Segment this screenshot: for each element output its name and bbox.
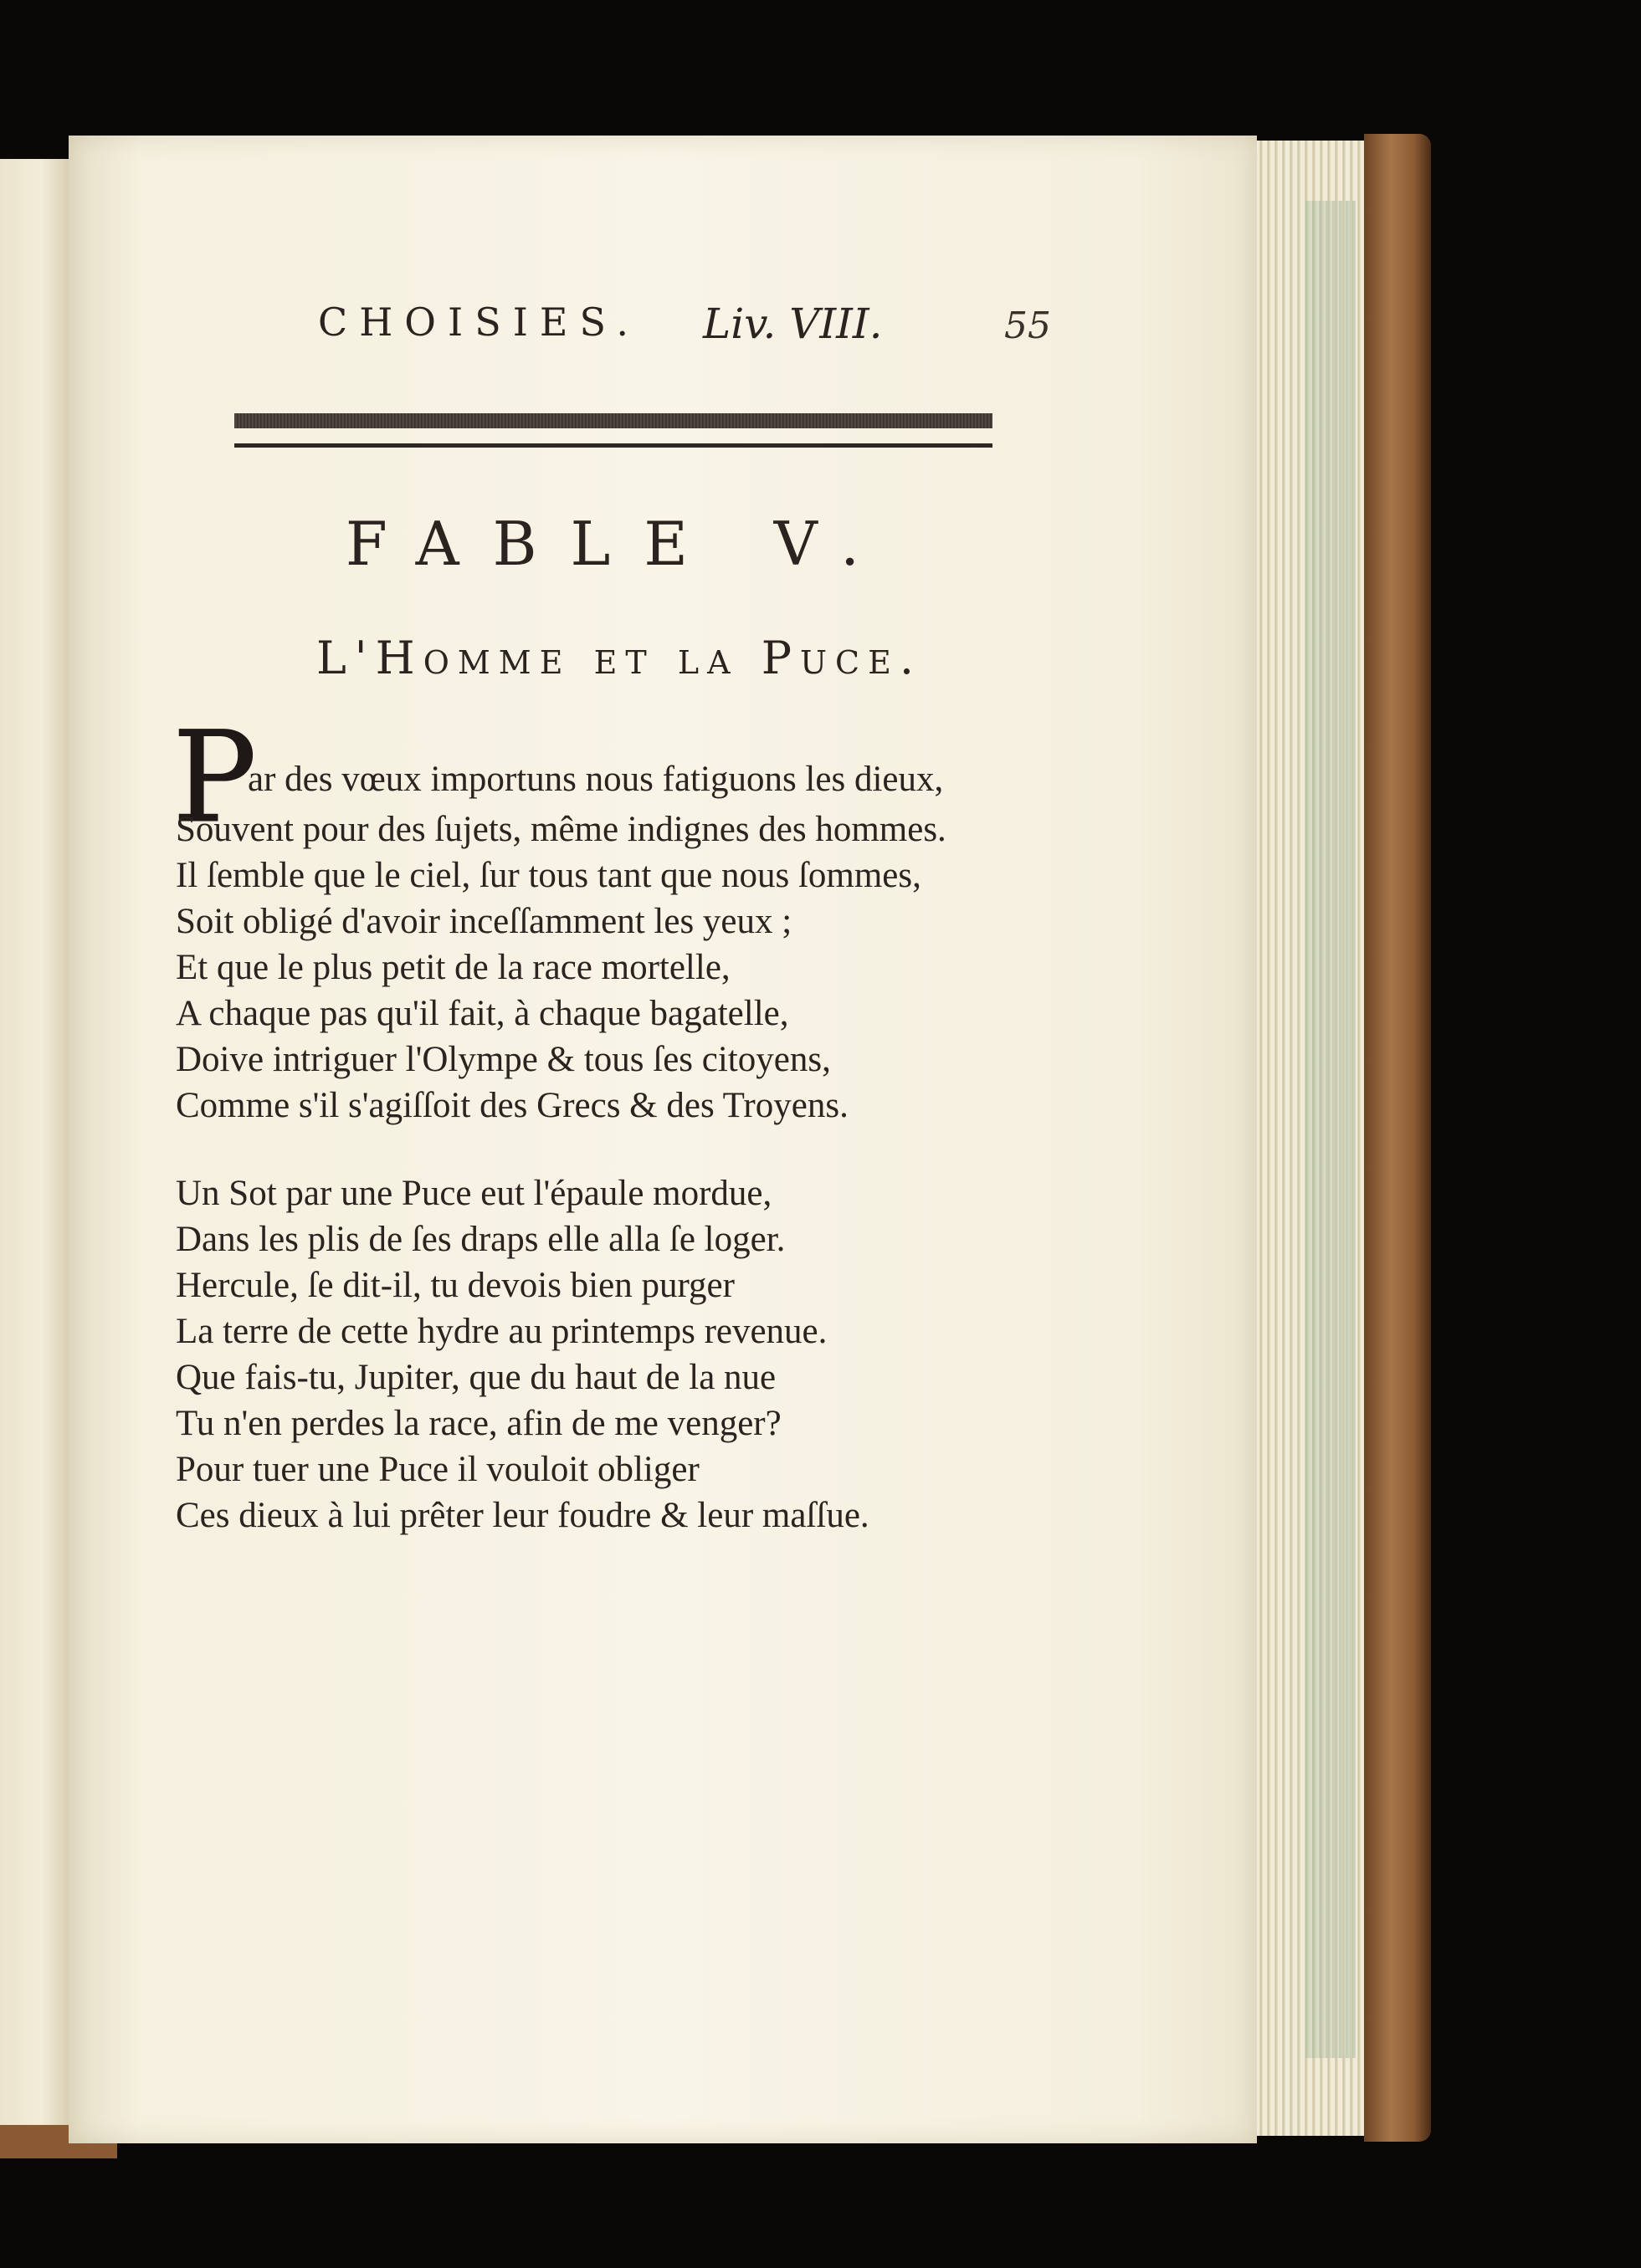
verse-line: Que fais-tu, Jupiter, que du haut de la nue [176,1358,777,1397]
verse-line: Doive intriguer l'Olympe & tous ſes citoyens, [176,1040,831,1079]
verse-line: Hercule, ſe dit-il, tu devois bien purger [176,1266,735,1305]
left-page-edge [0,159,71,2142]
verse-line: Un Sot par une Puce eut l'épaule mordue, [176,1174,772,1213]
verse-line: La terre de cette hydre au printemps revenue. [176,1312,828,1351]
running-header [318,299,1071,366]
ornamental-rule [234,413,992,428]
verse-line: Et que le plus petit de la race mortelle, [176,948,731,987]
verse-line: Pour tuer une Puce il vouloit obliger [176,1450,700,1489]
page-edge-tint [1305,201,1356,2058]
verse-line: Ces dieux à lui prêter leur foudre & leur maſſue. [176,1496,869,1535]
verse-line: Soit obligé d'avoir inceſſamment les yeux ; [176,902,792,941]
verse-line: Il ſemble que le ciel, ſur tous tant que nous ſommes, [176,856,921,895]
book-reference: Liv. VIII. [703,299,883,348]
verse-line: Dans les plis de ſes draps elle alla ſe loger. [176,1220,786,1259]
verse-line: Souvent pour des ſujets, même indignes des hommes. [176,810,946,849]
verse-line: Tu n'en perdes la race, afin de me venger? [176,1404,782,1443]
fable-title: FABLE V. [345,509,894,579]
verse-line: A chaque pas qu'il fait, à chaque bagatelle, [176,994,789,1033]
page-number: 55 [1004,305,1051,347]
right-page [69,136,1257,2143]
fable-subtitle: L'Homme et la Puce. [315,632,923,684]
drop-cap: P [172,705,257,851]
book-cover-spine [1364,134,1431,2142]
divider-rule [234,443,992,448]
verse-line: Comme s'il s'agiſſoit des Grecs & des Troyens. [176,1086,849,1125]
running-title: CHOISIES. [318,299,640,345]
verse-line: ar des vœux importuns nous fatiguons les dieux, [248,760,944,799]
